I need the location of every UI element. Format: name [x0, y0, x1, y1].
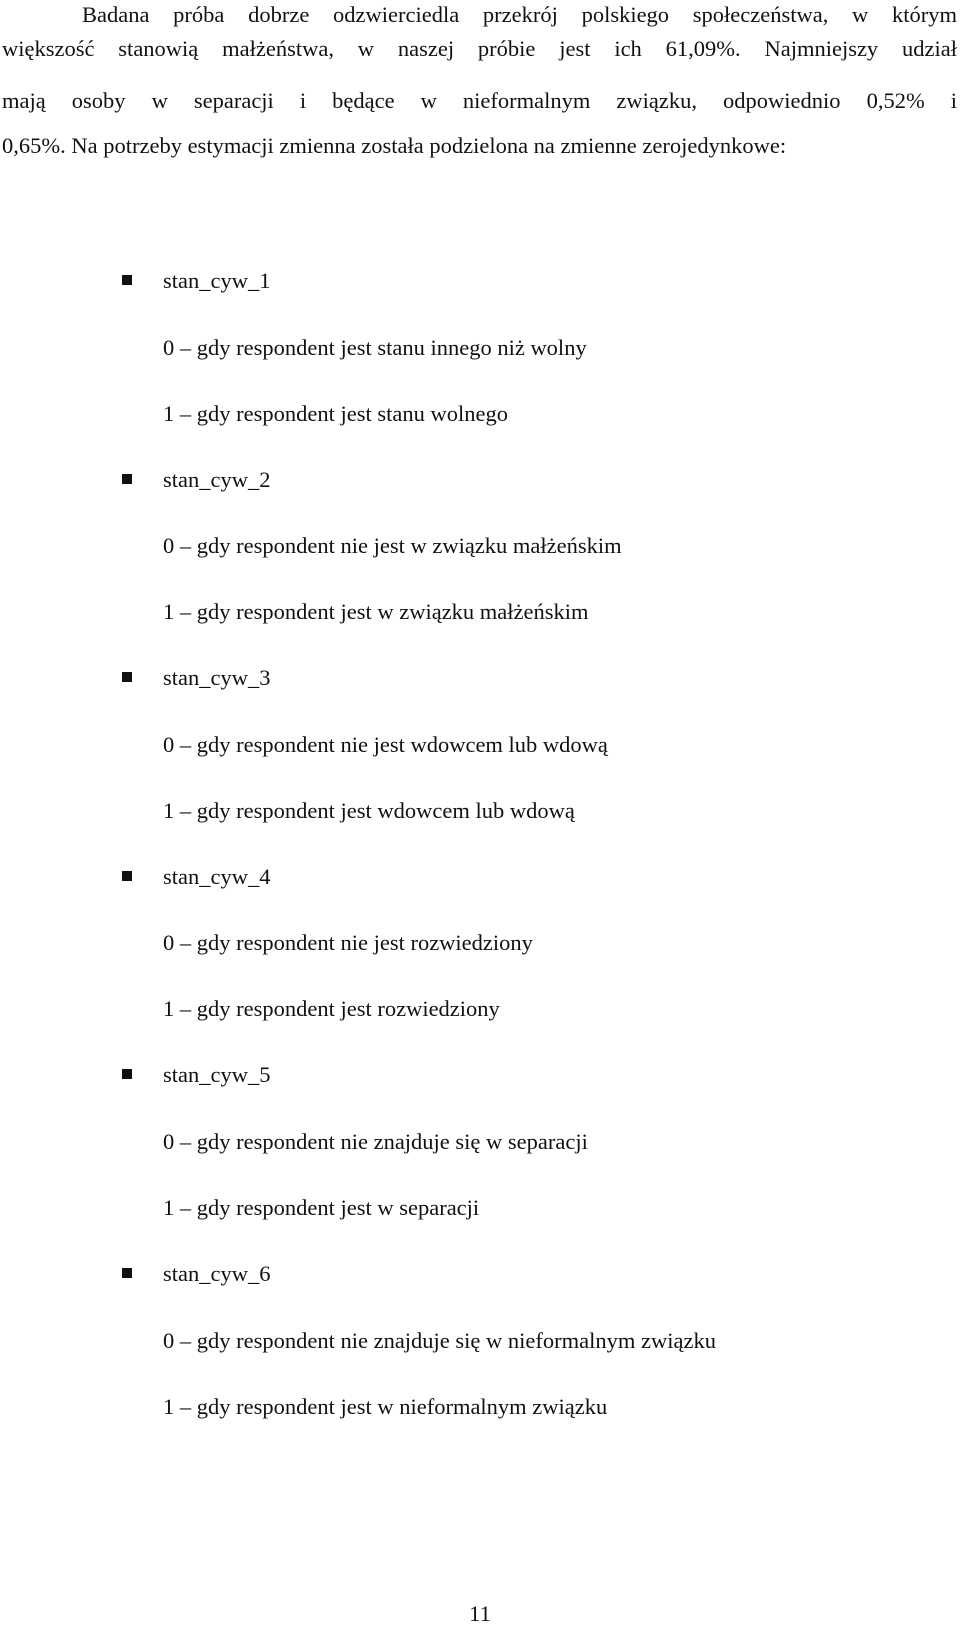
variable-name: stan_cyw_5 — [163, 1062, 271, 1087]
variable-value-zero: 0 – gdy respondent nie jest rozwiedziony — [163, 930, 533, 955]
variable-value-zero: 0 – gdy respondent nie jest w związku małżeńskim — [163, 533, 622, 558]
variable-value-zero: 0 – gdy respondent nie jest wdowcem lub wdową — [163, 732, 608, 757]
page-number: 11 — [469, 1601, 491, 1626]
square-bullet-icon — [122, 871, 132, 881]
variable-name: stan_cyw_1 — [163, 268, 271, 293]
variable-value-one: 1 – gdy respondent jest w nieformalnym związku — [163, 1394, 608, 1419]
square-bullet-icon — [122, 474, 132, 484]
variable-name: stan_cyw_4 — [163, 864, 271, 889]
variable-value-one: 1 – gdy respondent jest rozwiedziony — [163, 996, 500, 1021]
square-bullet-icon — [122, 275, 132, 285]
paragraph-line: mają osoby w separacji i będące w nieformalnym związku, odpowiednio 0,52% i — [2, 88, 957, 113]
variable-value-one: 1 – gdy respondent jest w związku małżeńskim — [163, 599, 589, 624]
variable-name: stan_cyw_3 — [163, 665, 271, 690]
paragraph-line: 0,65%. Na potrzeby estymacji zmienna została podzielona na zmienne zerojedynkowe: — [2, 133, 787, 158]
variable-value-zero: 0 – gdy respondent nie znajduje się w nieformalnym związku — [163, 1328, 716, 1353]
variable-name: stan_cyw_2 — [163, 467, 271, 492]
variable-name: stan_cyw_6 — [163, 1261, 271, 1286]
square-bullet-icon — [122, 1069, 132, 1079]
variable-value-one: 1 – gdy respondent jest wdowcem lub wdową — [163, 798, 575, 823]
paragraph-line: Badana próba dobrze odzwierciedla przekrój polskiego społeczeństwa, w którym — [82, 2, 957, 27]
square-bullet-icon — [122, 1268, 132, 1278]
variable-value-one: 1 – gdy respondent jest w separacji — [163, 1195, 480, 1220]
variable-value-one: 1 – gdy respondent jest stanu wolnego — [163, 401, 508, 426]
variable-value-zero: 0 – gdy respondent jest stanu innego niż wolny — [163, 335, 587, 360]
square-bullet-icon — [122, 672, 132, 682]
variable-value-zero: 0 – gdy respondent nie znajduje się w separacji — [163, 1129, 588, 1154]
paragraph-line: większość stanowią małżeństwa, w naszej próbie jest ich 61,09%. Najmniejszy udział — [2, 36, 957, 61]
